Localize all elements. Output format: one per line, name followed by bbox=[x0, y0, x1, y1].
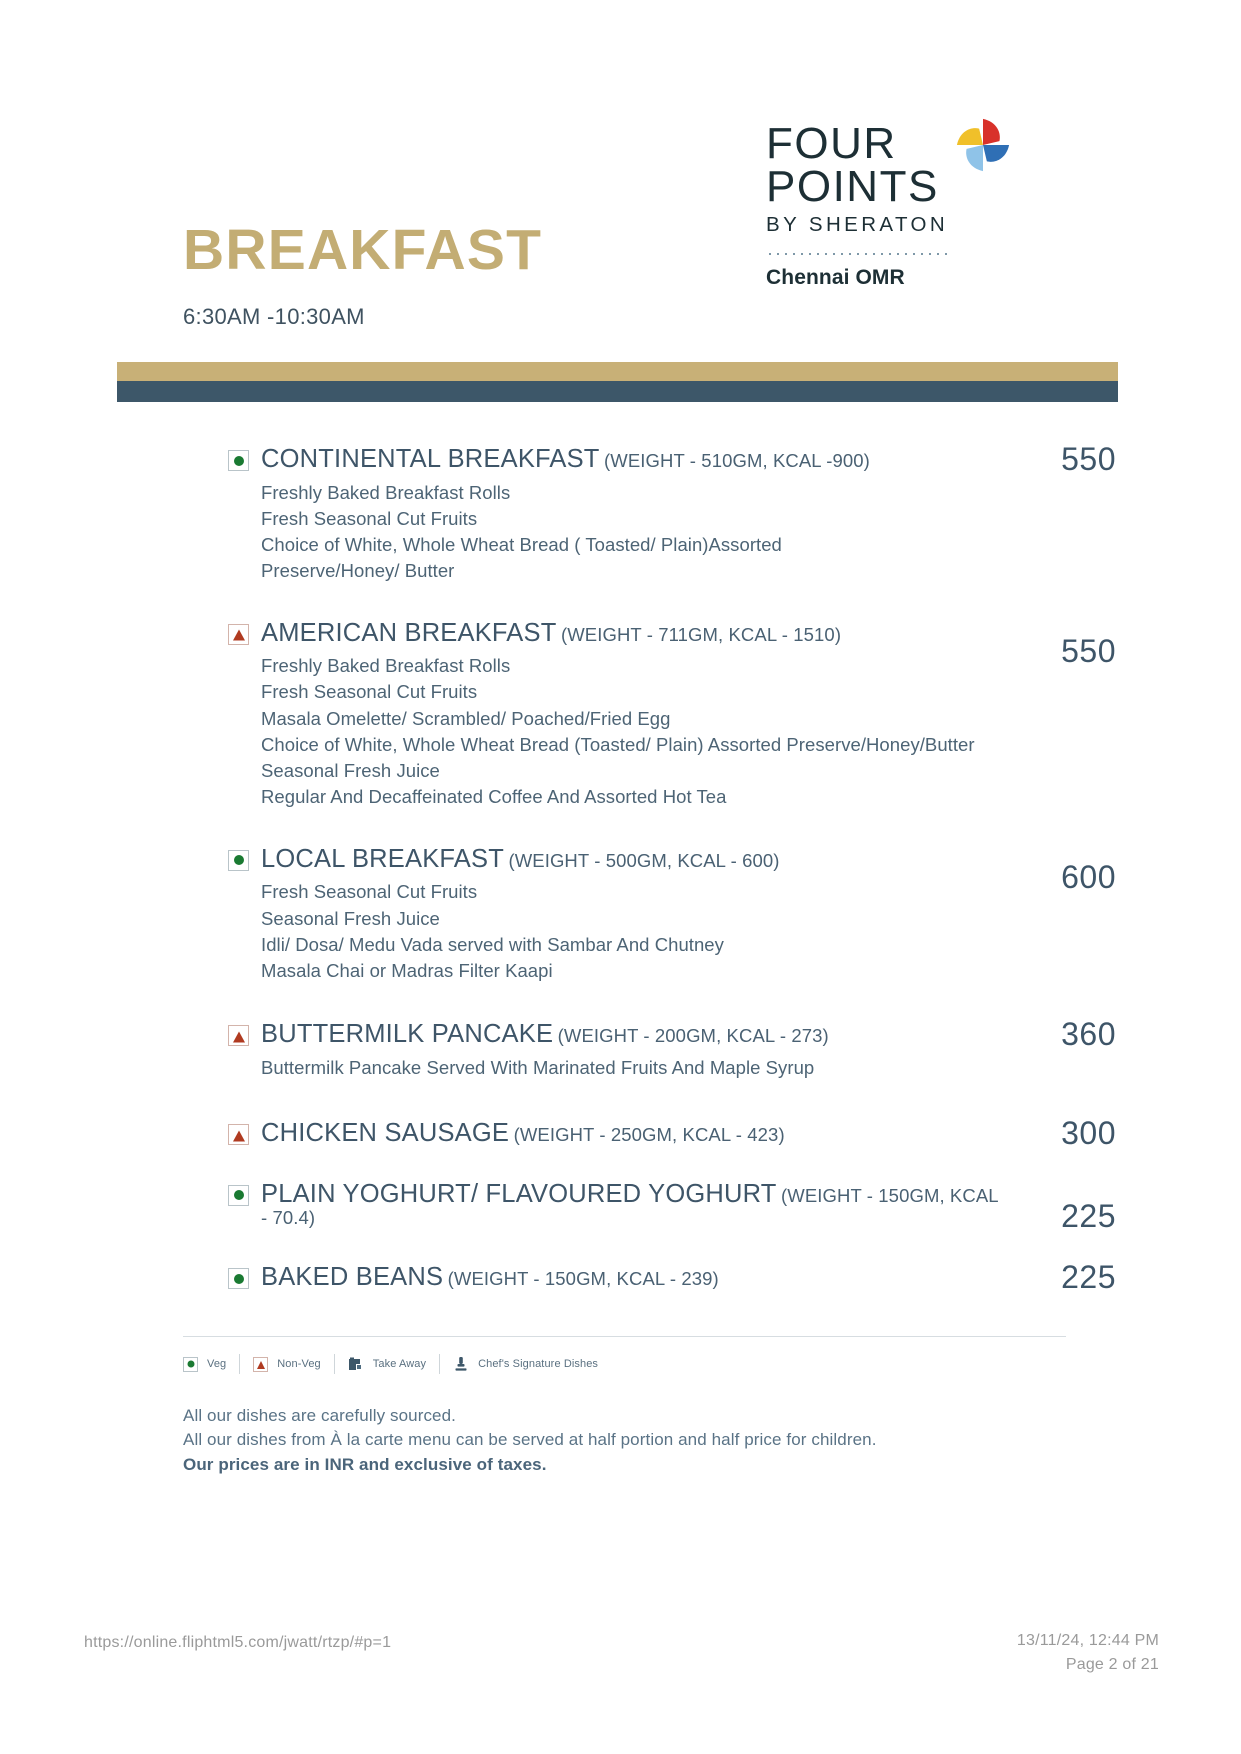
menu-item-price: 550 bbox=[1061, 441, 1116, 477]
menu-item bbox=[0, 1115, 1241, 1152]
veg-mark-icon bbox=[228, 1185, 249, 1206]
menu-item-heading bbox=[228, 845, 1001, 874]
print-footer-url: https://online.fliphtml5.com/jwatt/rtzp/#p=1 bbox=[84, 1634, 392, 1651]
navy-divider-bar bbox=[117, 381, 1118, 402]
description-line: Seasonal Fresh Juice bbox=[261, 760, 440, 782]
menu-item bbox=[0, 619, 1241, 811]
menu-item-name: PLAIN YOGHURT/ FLAVOURED YOGHURT bbox=[261, 1179, 777, 1208]
menu-item-description bbox=[228, 653, 1001, 811]
brand-line-points: POINTS bbox=[766, 162, 939, 212]
non-veg-mark-icon bbox=[228, 1025, 249, 1046]
brand-logo bbox=[766, 119, 976, 290]
legend bbox=[183, 1354, 611, 1374]
non-veg-mark-icon bbox=[228, 1124, 249, 1145]
veg-mark-icon bbox=[228, 1268, 249, 1289]
description-line: Freshly Baked Breakfast Rolls bbox=[261, 481, 511, 503]
menu-item-meta: (WEIGHT - 150GM, KCAL - 70.4) bbox=[261, 1184, 998, 1229]
menu-item-name: BAKED BEANS bbox=[261, 1263, 444, 1292]
menu-item-description bbox=[228, 1055, 1001, 1081]
page-title: BREAKFAST bbox=[183, 218, 543, 282]
brand-line-four: FOUR bbox=[766, 119, 897, 168]
legend-separator bbox=[334, 1354, 335, 1374]
legend-separator bbox=[239, 1354, 240, 1374]
note-line-sourced: All our dishes are carefully sourced. bbox=[183, 1406, 456, 1425]
description-line: Masala Chai or Madras Filter Kaapi bbox=[261, 960, 553, 982]
description-line: Fresh Seasonal Cut Fruits bbox=[261, 681, 478, 703]
brand-location: Chennai OMR bbox=[766, 266, 905, 290]
menu-item bbox=[0, 845, 1241, 985]
legend-label: Veg bbox=[207, 1358, 227, 1370]
brand-line-by-sheraton: BY SHERATON bbox=[766, 213, 949, 237]
take-away-icon bbox=[348, 1356, 364, 1372]
description-line: Fresh Seasonal Cut Fruits bbox=[261, 507, 478, 529]
legend-label: Chef's Signature Dishes bbox=[478, 1358, 599, 1370]
pinwheel-icon bbox=[954, 116, 1012, 174]
menu-item-meta: (WEIGHT - 510GM, KCAL -900) bbox=[604, 450, 870, 471]
menu-list bbox=[0, 441, 1241, 1297]
print-footer-meta bbox=[1017, 1629, 1159, 1677]
veg-mark-icon bbox=[183, 1357, 198, 1372]
description-line: Choice of White, Whole Wheat Bread ( Toasted/ Plain)Assorted bbox=[261, 534, 782, 556]
menu-item-price: 300 bbox=[1061, 1115, 1116, 1152]
menu-item-price: 225 bbox=[1061, 1197, 1116, 1234]
print-footer-page: Page 2 of 21 bbox=[1065, 1656, 1159, 1673]
menu-item-meta: (WEIGHT - 200GM, KCAL - 273) bbox=[557, 1025, 829, 1047]
menu-item bbox=[0, 441, 1241, 585]
print-footer-timestamp: 13/11/24, 12:44 PM bbox=[1016, 1632, 1159, 1649]
description-line: Regular And Decaffeinated Coffee And Assorted Hot Tea bbox=[261, 786, 727, 808]
description-line: Freshly Baked Breakfast Rolls bbox=[261, 655, 511, 677]
menu-item-heading bbox=[228, 1180, 1001, 1229]
menu-item-heading bbox=[228, 1263, 1001, 1292]
non-veg-mark-icon bbox=[253, 1357, 268, 1372]
brand-dotted-divider bbox=[766, 251, 952, 257]
menu-item bbox=[0, 1179, 1241, 1234]
description-line: Choice of White, Whole Wheat Bread (Toasted/ Plain) Assorted Preserve/Honey/Butter bbox=[261, 733, 975, 755]
menu-item-price: 225 bbox=[1061, 1259, 1116, 1296]
note-line-prices: Our prices are in INR and exclusive of taxes. bbox=[183, 1454, 547, 1474]
menu-item-meta: (WEIGHT - 500GM, KCAL - 600) bbox=[508, 849, 780, 871]
menu-item-description bbox=[228, 879, 1001, 984]
non-veg-mark-icon bbox=[228, 624, 249, 645]
menu-item-heading bbox=[228, 619, 1001, 648]
legend-item-chef-signature bbox=[453, 1356, 611, 1372]
menu-item-price: 360 bbox=[1061, 1016, 1116, 1053]
menu-item-name: CHICKEN SAUSAGE bbox=[261, 1119, 510, 1148]
menu-item-name: BUTTERMILK PANCAKE bbox=[261, 1020, 554, 1049]
menu-item-meta: (WEIGHT - 711GM, KCAL - 1510) bbox=[560, 623, 842, 645]
gold-divider-bar bbox=[117, 362, 1118, 381]
menu-item-heading bbox=[228, 1020, 1001, 1049]
menu-item-meta: (WEIGHT - 250GM, KCAL - 423) bbox=[513, 1124, 785, 1146]
description-line: Idli/ Dosa/ Medu Vada served with Sambar And Chutney bbox=[261, 933, 724, 955]
menu-item bbox=[0, 1259, 1241, 1296]
description-line: Preserve/Honey/ Butter bbox=[261, 560, 455, 582]
legend-item-take-away bbox=[348, 1356, 439, 1372]
title-block bbox=[183, 218, 543, 330]
footer-notes bbox=[183, 1404, 877, 1477]
veg-mark-icon bbox=[228, 850, 249, 871]
legend-separator bbox=[439, 1354, 440, 1374]
note-line-half-portion: All our dishes from À la carte menu can be served at half portion and half price for children. bbox=[183, 1430, 877, 1450]
menu-item bbox=[0, 1016, 1241, 1081]
menu-item-meta: (WEIGHT - 150GM, KCAL - 239) bbox=[447, 1268, 719, 1290]
description-line: Masala Omelette/ Scrambled/ Poached/Fried Egg bbox=[261, 707, 671, 729]
menu-item-price: 550 bbox=[1061, 632, 1116, 669]
description-line: Seasonal Fresh Juice bbox=[261, 907, 440, 929]
description-line: Buttermilk Pancake Served With Marinated Fruits And Maple Syrup bbox=[261, 1056, 815, 1078]
service-time: 6:30AM -10:30AM bbox=[183, 304, 365, 329]
menu-item-name: CONTINENTAL BREAKFAST bbox=[261, 445, 600, 473]
legend-item-veg bbox=[183, 1357, 239, 1372]
footer-divider bbox=[183, 1336, 1066, 1337]
legend-item-non-veg bbox=[253, 1357, 334, 1372]
menu-item-name: AMERICAN BREAKFAST bbox=[261, 618, 557, 647]
legend-label: Take Away bbox=[372, 1358, 427, 1370]
veg-mark-icon bbox=[228, 450, 249, 471]
menu-item-heading bbox=[228, 445, 1001, 474]
page-header bbox=[0, 0, 1241, 370]
menu-item-heading bbox=[228, 1119, 1001, 1148]
menu-item-name: LOCAL BREAKFAST bbox=[261, 844, 504, 873]
description-line: Fresh Seasonal Cut Fruits bbox=[261, 881, 478, 903]
menu-item-price: 600 bbox=[1061, 858, 1116, 895]
brand-wordmark bbox=[766, 119, 976, 237]
menu-item-description bbox=[228, 480, 1001, 585]
chef-signature-icon bbox=[453, 1356, 469, 1372]
legend-label: Non-Veg bbox=[277, 1358, 321, 1370]
